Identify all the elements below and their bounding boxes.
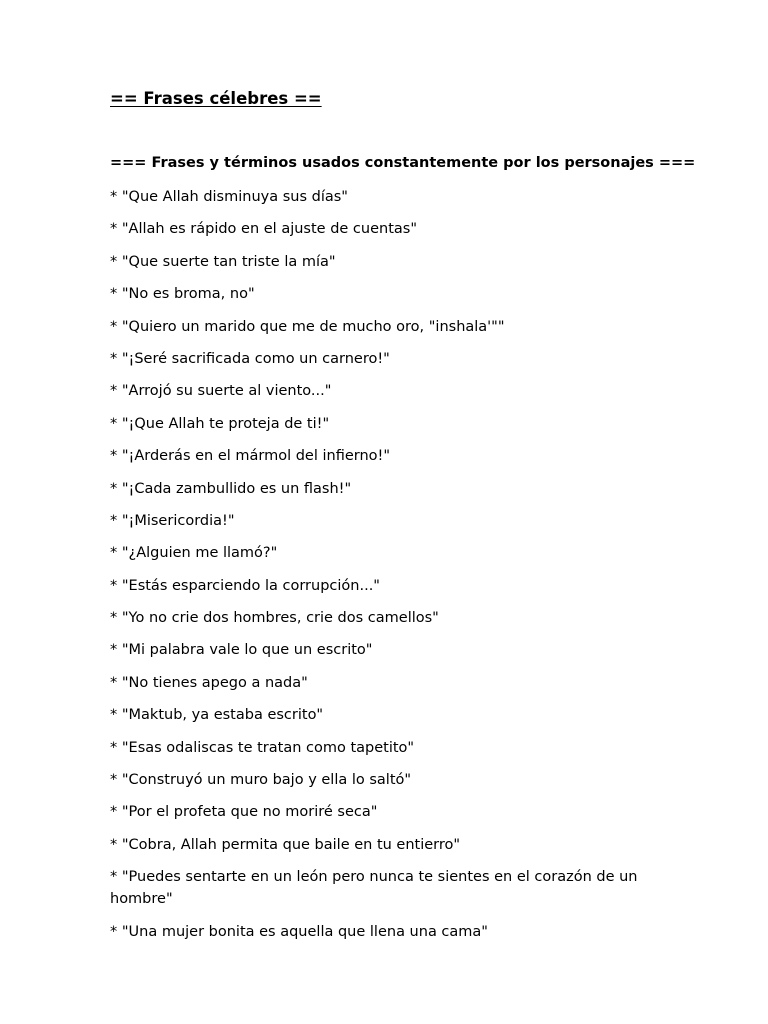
quote-item: * "Puedes sentarte en un león pero nunca te sientes en el corazón de un hombre" (110, 869, 638, 908)
quote-item: * "Maktub, ya estaba escrito" (110, 707, 324, 724)
quote-item: * "Una mujer bonita es aquella que llena una cama" (110, 923, 488, 940)
quote-item: * "Que Allah disminuya sus días" (110, 189, 348, 205)
document-page (110, 0, 710, 1024)
quote-item: * "Construyó un muro bajo y ella lo saltó" (110, 772, 412, 789)
quote-item: * "Que suerte tan triste la mía" (110, 253, 336, 270)
quote-item: * "¡Arderás en el mármol del infierno!" (110, 448, 391, 465)
quote-item: * "¡Misericordia!" (110, 512, 235, 529)
quote-item: * "Mi palabra vale lo que un escrito" (110, 642, 373, 659)
quote-item: * "¡Cada zambullido es un flash!" (110, 480, 352, 497)
quote-item: * "Yo no crie dos hombres, crie dos camellos" (110, 610, 439, 627)
quote-item: * "¡Que Allah te proteja de ti!" (110, 415, 330, 432)
quote-item: * "Allah es rápido en el ajuste de cuentas" (110, 221, 417, 238)
quote-item: * "Quiero un marido que me de mucho oro, "inshala'"" (110, 318, 505, 335)
quote-item: * "¡Seré sacrificada como un carnero!" (110, 350, 390, 367)
quote-item: * "Arrojó su suerte al viento..." (110, 383, 332, 400)
quote-item: * "¿Alguien me llamó?" (110, 545, 278, 562)
document-title: == Frases célebres == (110, 89, 322, 108)
quote-item: * "Esas odaliscas te tratan como tapetito" (110, 739, 415, 756)
quote-item: * "Por el profeta que no moriré seca" (110, 804, 378, 821)
quote-list (110, 186, 670, 953)
quote-item: * "No tienes apego a nada" (110, 674, 308, 691)
section-heading: === Frases y términos usados constantemente por los personajes === (110, 155, 696, 171)
quote-item: * "Cobra, Allah permita que baile en tu entierro" (110, 836, 461, 853)
quote-item: * "No es broma, no" (110, 286, 255, 303)
quote-item: * "Estás esparciendo la corrupción..." (110, 577, 380, 594)
